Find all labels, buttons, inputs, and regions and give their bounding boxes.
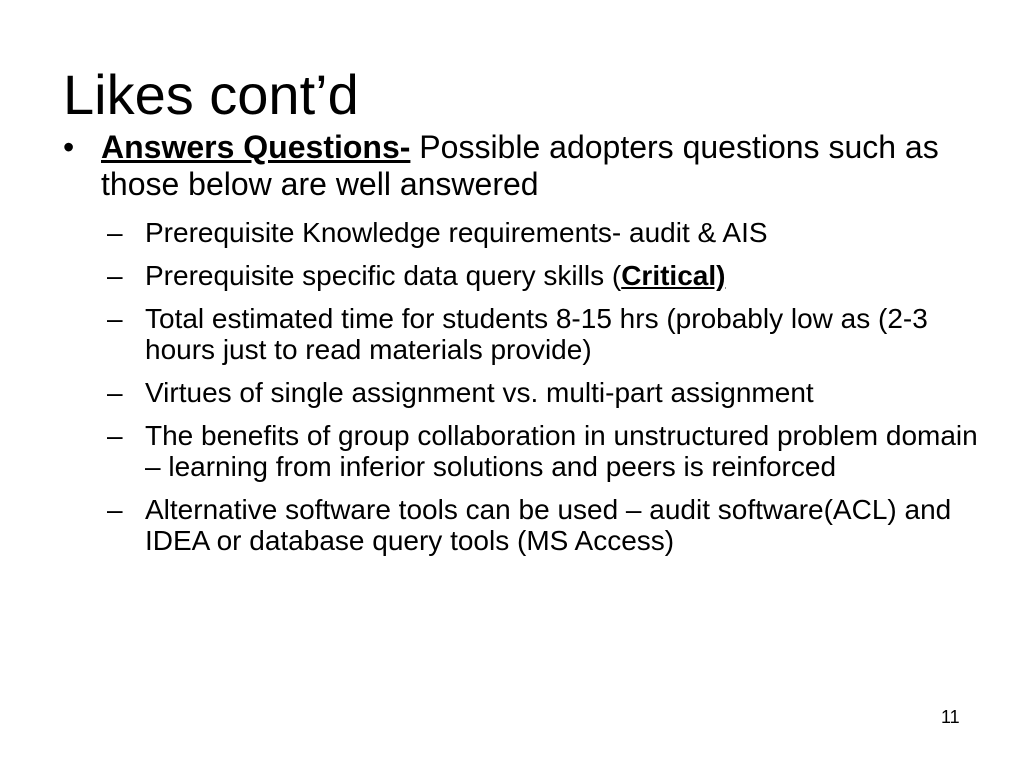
sub-bullet-item [107,217,983,248]
slide-body [63,129,983,568]
slide-title: Likes cont’d [63,63,359,126]
bullet-marker: • [63,129,75,165]
dash-marker: – [107,217,123,248]
sub-bullet-text: Prerequisite specific data query skills ( [145,260,622,291]
bullet-text: Possible adopters questions such as those below are well answered [101,129,939,202]
sub-bullet-item [107,377,983,408]
dash-marker: – [107,420,123,451]
sub-bullet-text: Alternative software tools can be used – audit software(ACL) and IDEA or database query tools (MS Access) [145,494,952,556]
sub-bullet-text: The benefits of group collaboration in unstructured problem domain – learning from inferior solutions and peers is reinforced [145,420,978,482]
sub-bullet-text: Prerequisite Knowledge requirements- audit & AIS [145,217,768,248]
sub-bullet-item [107,420,983,482]
sub-bullet-item [107,494,983,556]
bullet-lead: Answers Questions- [101,129,411,165]
page-number: 11 [941,707,960,727]
sub-bullet-item [107,260,983,291]
critical-emphasis: Critical) [621,260,726,291]
main-bullet [63,129,983,203]
sub-bullet-text: Virtues of single assignment vs. multi-part assignment [145,377,814,408]
dash-marker: – [107,303,123,334]
sub-bullet-text: Total estimated time for students 8-15 hrs (probably low as (2-3 hours just to read materials provide) [145,303,928,365]
sub-bullet-list [63,217,983,556]
dash-marker: – [107,260,123,291]
dash-marker: – [107,377,123,408]
dash-marker: – [107,494,123,525]
sub-bullet-item [107,303,983,365]
